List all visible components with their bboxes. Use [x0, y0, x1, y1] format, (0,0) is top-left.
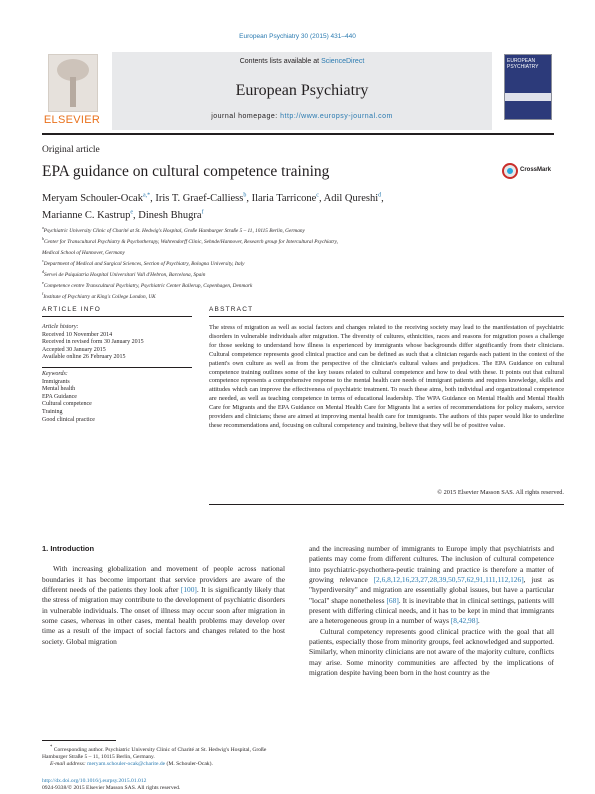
affiliation: $^d$Servei de Psiquiatria Hospital Universitari Vall d'Hebron, Barcelona, Spain: [42, 268, 206, 278]
citation-link[interactable]: [68]: [386, 595, 399, 605]
crossmark-badge[interactable]: [502, 161, 554, 187]
citation-link[interactable]: [8,42,98]: [450, 616, 478, 626]
elsevier-logo: [42, 52, 102, 130]
keyword: Good clinical practice: [42, 416, 95, 423]
header-rule: [42, 133, 554, 135]
paragraph: and the increasing number of immigrants to Europe imply that psychiatrists and patients may come from different cultures. The inclusion of cultural competence into psychiatric-psychothera-peutic training and practice is therefore a matter of growing relevance [2,6,8,12,16,23,27,28,39,50,57,62,91,111,112,126], just as "hyperdiversity" and migration are essentially global issues, but have a particular "local" shape nonetheless [68]. It is inevitable that in clinical settings, patients will present with differing clinical needs, and it has to be kept in mind that immigrants are a heterogeneous group in a number of ways [8,42,98].: [309, 544, 554, 626]
paragraph: With increasing globalization and movement of people across national boundaries it has become important that service providers are aware of the different needs of the patients they look after [100]. It is significantly likely that the stress of migration may contribute to the development of psychiatric disorders in vulnerable individuals. The onset of illness may occur soon after migration in some cases, whereas in other cases, mental health problems may develop over time as a result of the impact of social factors and changes related to the host society. Global migration: [42, 564, 285, 646]
article-type: Original article: [42, 145, 100, 155]
history-label: Article history:: [42, 324, 79, 330]
citation-link[interactable]: [100]: [180, 585, 197, 595]
body-column-right: [309, 544, 554, 678]
author[interactable]: Meryam Schouler-Ocak$^{a,*}$,: [42, 192, 156, 204]
keyword: Immigrants: [42, 378, 70, 385]
homepage-line: [112, 113, 492, 120]
author[interactable]: Marianne C. Kastrup$^e$,: [42, 209, 139, 221]
homepage-link[interactable]: http://www.europsy-journal.com: [280, 113, 393, 120]
keyword: Cultural competence: [42, 401, 92, 408]
masthead: [42, 52, 554, 138]
abstract-text: The stress of migration as well as social factors and changes related to the receiving society may lead to the manifestation of psychiatric disorders in vulnerable individuals after migration. The diversity of cultures, ethnicities, races and reasons for migration poses a challenge for those seeking to understand how illness is experienced by immigrants whose backgrounds differ significantly from their clinicians. Cultural competence represents good clinical practice and can be defined as such that a clinician regards each patient in the context of the patient's own culture as well as from the perspective of the clinician's cultural values and prejudices. The EPA Guidance on cultural competence training outlines some of the key issues related to cultural competence and how to deal with these. It points out that cultural competence represents a comprehensive response to the mental health care needs of immigrant patients and requires knowledge, skills and attitudes which can improve the effectiveness of psychiatric treatment. To reach these aims, both individual and organizational competence are needed, as well as teaching competence in terms of educational leadership. The WPA Guidance on Mental Health and Mental Health Care for Migrants and the EPA Guidance on Mental Health Care for Migrants list a series of recommendations for policy makers, service providers and clinicians; these are aimed at improving mental health care for immigrants. The authors of this paper would like to underline these recommendations and, focusing on cultural competency and training, believe that they will be of positive value.: [209, 324, 564, 429]
cover-title: EUROPEAN PSYCHIATRY: [507, 58, 539, 70]
article-info-heading: ARTICLE INFO: [42, 306, 102, 313]
keyword: Mental health: [42, 386, 76, 393]
body-column-left: [42, 544, 285, 647]
corresponding-author-footnote: * Corresponding author. Psychiatric University Clinic of Charité at St. Hedwig's Hospital, Große Hamburger Straße 5 – 11, 10115 Berlin, Germany. E-mail address: meryam.schouler-ocak@charite.de (M. Schouler-Ocak).: [42, 745, 267, 768]
homepage-label: journal homepage:: [211, 113, 278, 120]
history-item: Received in revised form 30 January 2015: [42, 339, 144, 346]
affiliation: $^b$Center for Transcultural Psychiatry & Psychotherapy, Wahrendorff Clinic, Sehnde/Hannover, Research group for Intercultural Psychiatry,: [42, 235, 338, 245]
author[interactable]: Iris T. Graef-Calliess$^b$,: [155, 192, 252, 204]
article-title: EPA guidance on cultural competence training: [42, 163, 330, 180]
page-footer: [42, 778, 342, 792]
contents-prefix: Contents lists available at: [239, 58, 320, 65]
affiliation: Medical School of Hannover, Germany: [42, 249, 125, 256]
affiliation: $^c$Department of Medical and Surgical Sciences, Section of Psychiatry, Bologna University, Italy: [42, 257, 245, 267]
paragraph: Cultural competency represents good clinical practice with the goal that all patients, especially those from minority groups, feel acknowledged and supported. Similarly, when minority clinicians are not aware of the majority culture, conflicts may arise. Some minority communities are affected by the implications of migration despite having been born in the host country as the: [309, 626, 554, 678]
journal-title: European Psychiatry: [235, 82, 369, 99]
author[interactable]: Adil Qureshi$^d$,: [323, 192, 384, 204]
affiliation: $^f$Institute of Psychiatry at King's College London, UK: [42, 290, 156, 300]
elsevier-tree-icon: [48, 54, 98, 112]
author[interactable]: Dinesh Bhugra$^f$: [138, 209, 204, 221]
journal-cover-image: [504, 54, 552, 120]
affiliations: [42, 224, 562, 301]
abstract-rule: [209, 316, 564, 317]
footnote-rule: [42, 740, 116, 741]
crossmark-label: CrossMark: [520, 167, 552, 173]
contents-line: [112, 58, 492, 65]
citation-link[interactable]: [2,6,8,12,16,23,27,28,39,50,57,62,91,111,112,126]: [373, 575, 524, 585]
cover-band: [505, 93, 551, 101]
keywords-label: Keywords:: [42, 370, 68, 377]
affiliation: $^a$Psychiatric University Clinic of Charité at St. Hedwig's Hospital, Große Hamburger Straße 5 – 11, 10115 Berlin, Germany: [42, 225, 305, 234]
elsevier-wordmark: ELSEVIER: [43, 114, 101, 126]
crossmark-icon: [502, 163, 518, 179]
keyword: Training: [42, 408, 63, 415]
article-info-rule: [42, 316, 192, 317]
rights-line: 0924-9338/© 2015 Elsevier Masson SAS. All rights reserved.: [42, 785, 181, 792]
info-divider: [42, 367, 192, 368]
section-heading: 1. Introduction: [42, 544, 95, 553]
keyword: EPA Guidance: [42, 393, 77, 400]
history-item: Available online 26 February 2015: [42, 354, 126, 361]
abstract-copyright: © 2015 Elsevier Masson SAS. All rights reserved.: [437, 489, 564, 496]
email-link[interactable]: meryam.schouler-ocak@charite.de: [87, 761, 166, 768]
affiliation: $^e$Competence centre Transcultural Psychiatry, Psychiatric Center Ballerup, Copenhagen, Denmark: [42, 279, 253, 289]
author[interactable]: Ilaria Tarricone$^c$,: [251, 192, 324, 204]
abstract-bottom-rule: [209, 504, 564, 505]
masthead-center: [112, 52, 492, 130]
article-info: [42, 324, 192, 424]
journal-reference[interactable]: European Psychiatry 30 (2015) 431–440: [239, 33, 356, 40]
doi-link[interactable]: http://dx.doi.org/10.1016/j.eurpsy.2015.01.012: [42, 778, 147, 784]
history-item: Accepted 30 January 2015: [42, 346, 106, 353]
abstract-heading: ABSTRACT: [209, 306, 254, 313]
history-item: Received 10 November 2014: [42, 331, 113, 338]
sciencedirect-link[interactable]: ScienceDirect: [321, 58, 365, 65]
author-list: [42, 188, 554, 223]
